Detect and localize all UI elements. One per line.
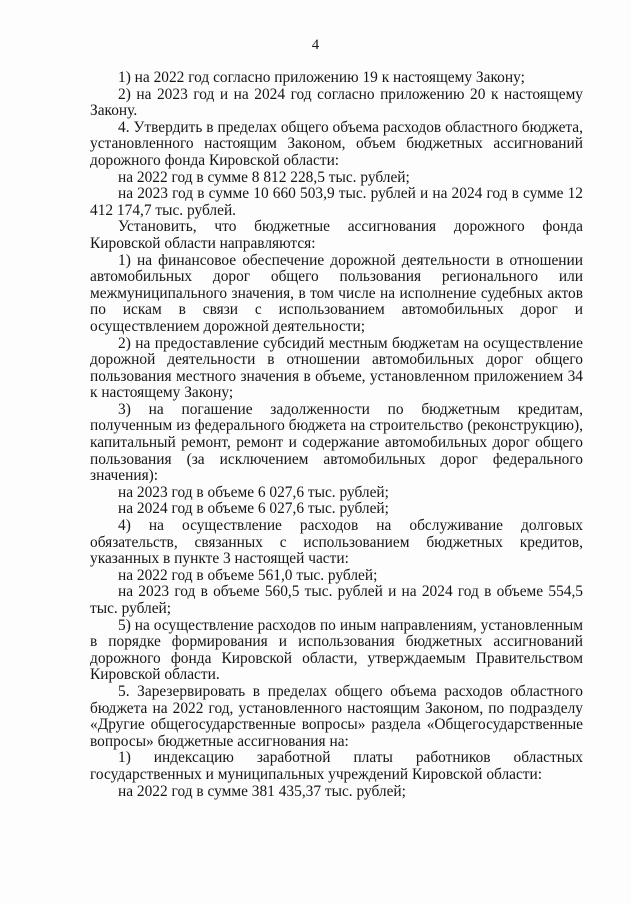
paragraph-7: 1) на финансовое обеспечение дорожной деятельности в отношении автомобильных дорог общего пользования регионального или межмуниципального значения, в том числе на исполнение судебных актов по искам в связи с использованием автомобильных дорог и осуществлением дорожной деятельности; bbox=[90, 251, 583, 335]
paragraph-12: 4) на осуществление расходов на обслуживание долговых обязательств, связанных с использованием бюджетных кредитов, указанных в пункте 3 настоящей части: bbox=[90, 517, 583, 568]
paragraph-9: 3) на погашение задолженности по бюджетным кредитам, полученным из федерального бюджета на строительство (реконструкцию), капитальный ремонт, ремонт и содержание автомобильных дорог общего пользования (за исключением автомобильных дорог федерального значения): bbox=[90, 400, 583, 485]
paragraph-2: 2) на 2023 год и на 2024 год согласно приложению 20 к настоящему Закону. bbox=[90, 85, 583, 120]
paragraph-3: 4. Утвердить в пределах общего объема расходов областного бюджета, установленного настоящим Законом, объем бюджетных ассигнований дорожного фонда Кировской области: bbox=[90, 118, 583, 169]
paragraph-10: на 2023 год в объеме 6 027,6 тыс. рублей; bbox=[118, 483, 389, 501]
paragraph-5: на 2023 год в сумме 10 660 503,9 тыс. рублей и на 2024 год в сумме 12 412 174,7 тыс. рублей. bbox=[90, 185, 583, 219]
paragraph-4: на 2022 год в сумме 8 812 228,5 тыс. рублей; bbox=[118, 168, 410, 186]
page-number: 4 bbox=[311, 37, 320, 53]
paragraph-6: Установить, что бюджетные ассигнования дорожного фонда Кировской области направляются: bbox=[90, 218, 583, 252]
paragraph-11: на 2024 год в объеме 6 027,6 тыс. рублей; bbox=[118, 500, 389, 518]
paragraph-16: 5. Зарезервировать в пределах общего объема расходов областного бюджета на 2022 год, установленного настоящим Законом, по подразделу «Другие общегосударственные вопросы» раздела «Общегосударственные вопросы» бюджетные ассигнования на: bbox=[90, 682, 583, 750]
paragraph-1: 1) на 2022 год согласно приложению 19 к настоящему Закону; bbox=[118, 69, 525, 86]
paragraph-18: на 2022 год в сумме 381 435,37 тыс. рублей; bbox=[118, 782, 406, 800]
paragraph-8: 2) на предоставление субсидий местным бюджетам на осуществление дорожной деятельности в отношении автомобильных дорог общего пользования местного значения в объеме, установленном приложением 34 к настоящему Закону; bbox=[90, 334, 583, 402]
paragraph-14: на 2023 год в объеме 560,5 тыс. рублей и на 2024 год в объеме 554,5 тыс. рублей; bbox=[90, 583, 583, 617]
paragraph-17: 1) индексацию заработной платы работников областных государственных и муниципальных учреждений Кировской области: bbox=[90, 749, 583, 783]
document-body bbox=[90, 70, 583, 800]
paragraph-13: на 2022 год в объеме 561,0 тыс. рублей; bbox=[118, 566, 378, 584]
paragraph-15: 5) на осуществление расходов по иным направлениям, установленным в порядке формирования и использования бюджетных ассигнований дорожного фонда Кировской области, утверждаемым Правительством Кировской области. bbox=[90, 616, 583, 684]
